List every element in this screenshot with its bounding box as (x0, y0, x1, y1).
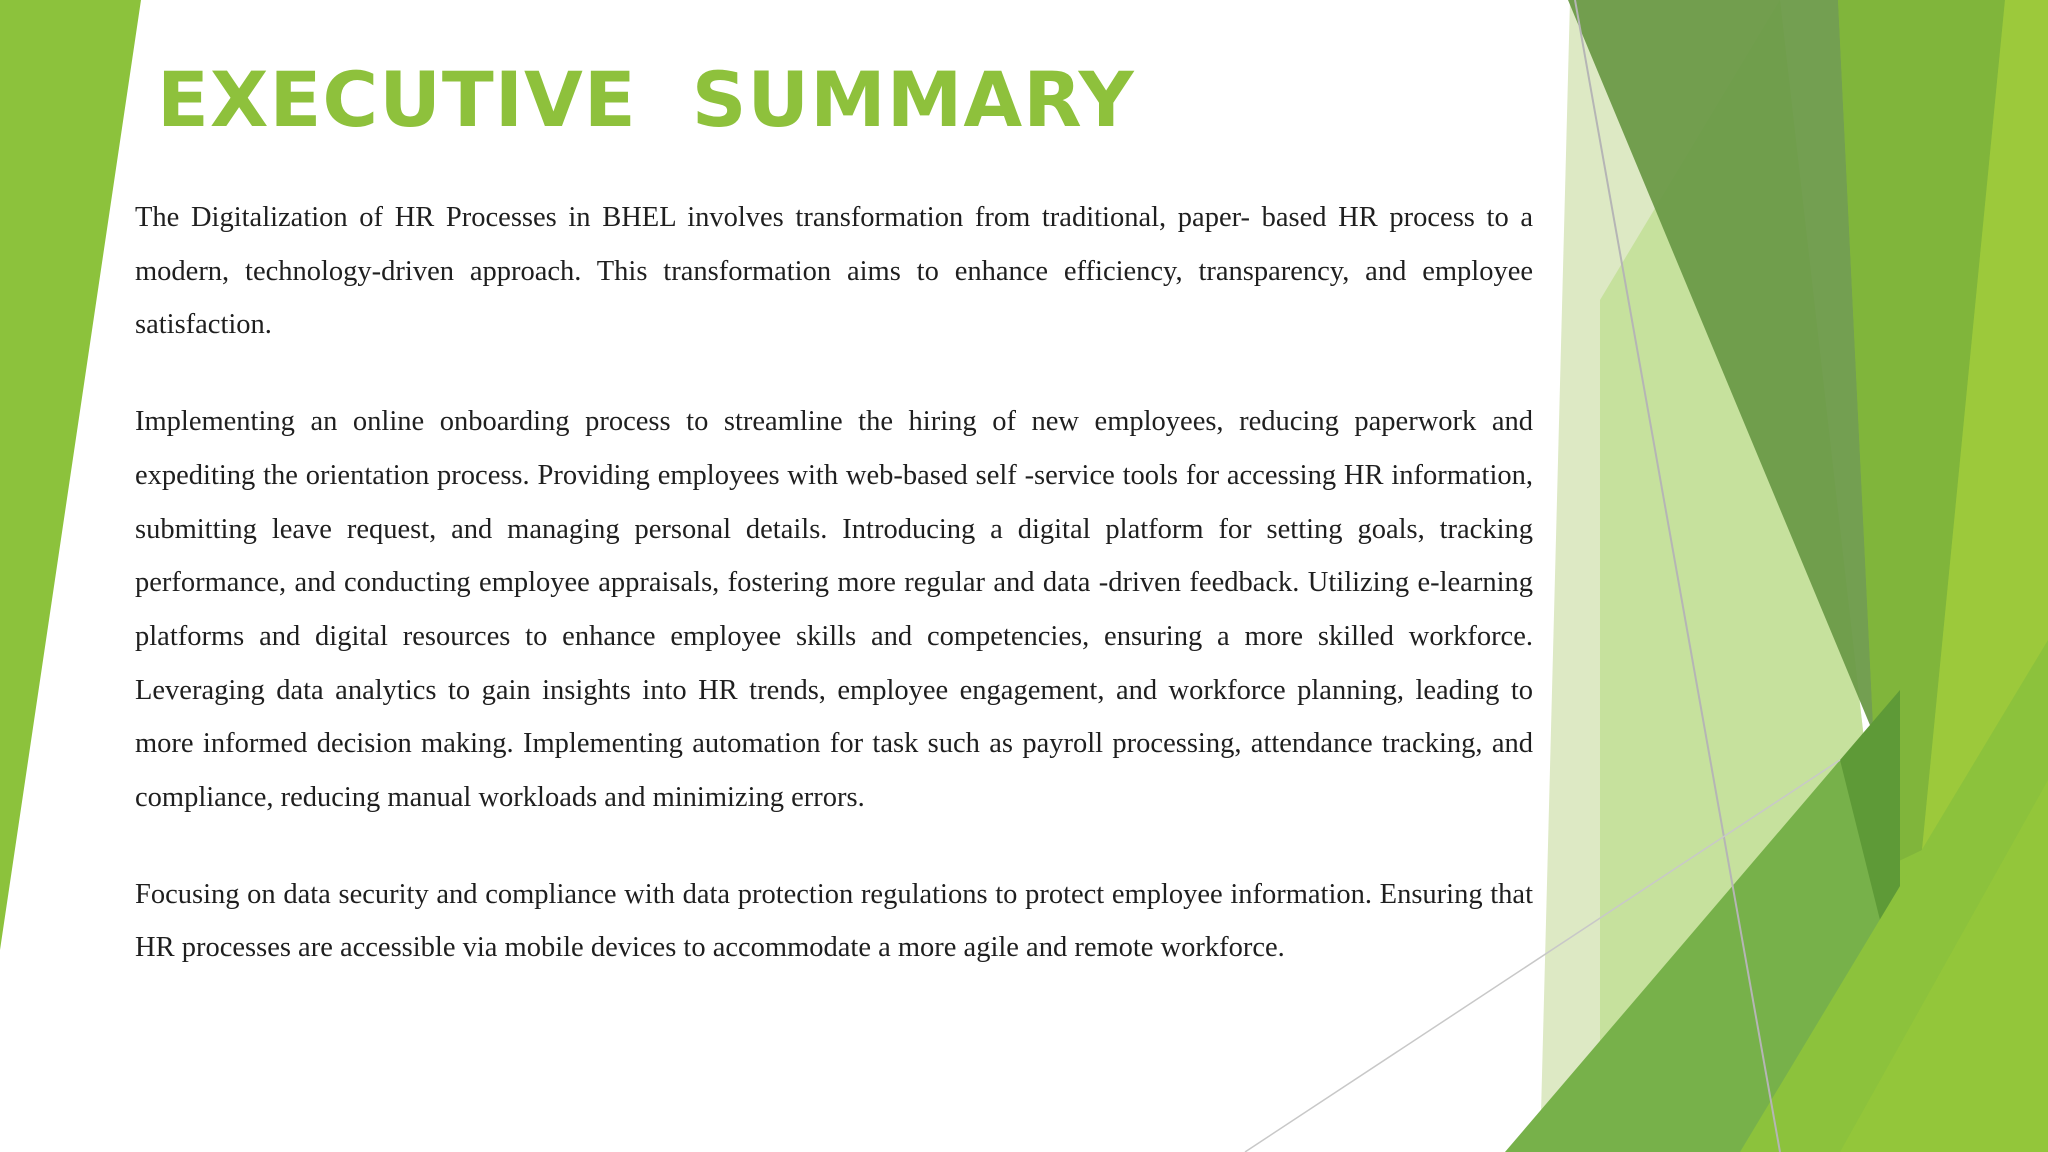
left-green-shape (0, 0, 141, 950)
paragraph-intro: The Digitalization of HR Processes in BHEL involves transformation from traditional, paper- based HR process to a modern, technology-driven approach. This transformation aims to enhance efficiency, transparency, and employee satisfaction. (135, 202, 1533, 341)
paragraph-security-mobility: Focusing on data security and compliance with data protection regulations to protect employee information. Ensuring that HR processes are accessible via mobile devices to accommodate a more agile and remote workforce. (135, 878, 1533, 964)
slide-title: EXECUTIVE SUMMARY (157, 55, 1135, 144)
summary-body (135, 191, 1533, 1018)
paragraph-initiatives: Implementing an online onboarding process to streamline the hiring of new employees, reducing paperwork and expediting the orientation process. Providing employees with web-based self -service tools for accessing HR information, submitting leave request, and managing personal details. Introducing a digital platform for setting goals, tracking performance, and conducting employee appraisals, fostering more regular and data -driven feedback. Utilizing e-learning platforms and digital resources to enhance employee skills and competencies, ensuring a more skilled workforce. Leveraging data analytics to gain insights into HR trends, employee engagement, and workforce planning, leading to more informed decision making. Implementing automation for task such as payroll processing, attendance tracking, and compliance, reducing manual workloads and minimizing errors. (135, 406, 1533, 814)
